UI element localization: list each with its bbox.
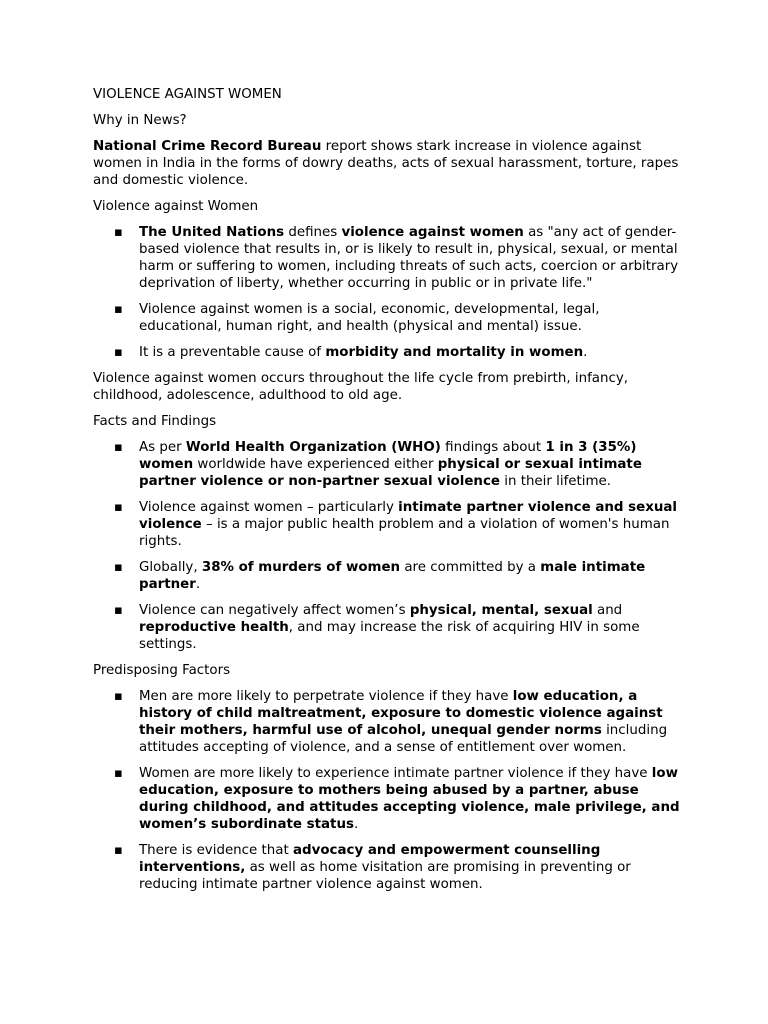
bold-text: morbidity and mortality in women bbox=[325, 345, 584, 360]
list-text: Violence against women – particularly bbox=[139, 500, 399, 515]
list-text: Men are more likely to perpetrate violence if they have bbox=[139, 689, 513, 704]
bold-text: low education, exposure to mothers being abused by a partner, abuse during childhood, and attitudes accepting violence, male privilege, and women’s subordinate status bbox=[139, 766, 680, 832]
list-text: , and may increase the risk of acquiring HIV in some settings. bbox=[139, 620, 640, 652]
bold-text: National Crime Record Bureau bbox=[93, 139, 322, 154]
paragraph-text: report shows stark increase in violence against women in India in the forms of dowry deaths, acts of sexual harassment, torture, rapes and domestic violence. bbox=[93, 139, 679, 188]
list-text: There is evidence that bbox=[139, 843, 293, 858]
list-item bbox=[93, 602, 683, 653]
predisposing-list bbox=[93, 688, 683, 893]
list-text: as well as home visitation are promising in preventing or reducing intimate partner violence against women. bbox=[139, 860, 631, 892]
heading-predisposing-factors: Predisposing Factors bbox=[93, 663, 231, 678]
bold-text: physical or sexual intimate partner violence or non-partner sexual violence bbox=[139, 457, 642, 489]
facts-list bbox=[93, 439, 683, 653]
list-item bbox=[93, 688, 683, 756]
definition-list bbox=[93, 224, 683, 361]
bold-text: 1 in 3 (35%) women bbox=[139, 440, 637, 472]
bold-text: intimate partner violence and sexual violence bbox=[139, 500, 677, 532]
bold-text: male intimate partner bbox=[139, 560, 646, 592]
list-item bbox=[93, 344, 683, 361]
bold-text: 38% of murders of women bbox=[201, 560, 401, 575]
list-text: in their lifetime. bbox=[499, 474, 612, 489]
list-item bbox=[93, 439, 683, 490]
bold-text: physical, mental, sexual bbox=[409, 603, 593, 618]
list-text: . bbox=[195, 577, 201, 592]
list-text: worldwide have experienced either bbox=[193, 457, 438, 472]
list-text: Women are more likely to experience intimate partner violence if they have bbox=[139, 766, 652, 781]
heading-facts-and-findings: Facts and Findings bbox=[93, 414, 217, 429]
list-text: As per bbox=[139, 440, 186, 455]
list-text: . bbox=[583, 345, 588, 360]
list-text: – is a major public health problem and a violation of women's human rights. bbox=[139, 517, 670, 549]
bold-text: World Health Organization (WHO) bbox=[185, 440, 441, 455]
bold-text: reproductive health bbox=[139, 620, 289, 635]
list-text: Globally, bbox=[139, 560, 202, 575]
list-item bbox=[93, 499, 683, 550]
list-item bbox=[93, 765, 683, 833]
bold-text: low education, a history of child maltreatment, exposure to domestic violence against their mothers, harmful use of alcohol, unequal gender norms bbox=[139, 689, 663, 738]
list-text: findings about bbox=[440, 440, 546, 455]
bold-text: violence against women bbox=[341, 225, 524, 240]
list-item bbox=[93, 842, 683, 893]
list-text: . bbox=[353, 817, 359, 832]
document-title: VIOLENCE AGAINST WOMEN bbox=[93, 87, 282, 102]
heading-why-in-news: Why in News? bbox=[93, 113, 187, 128]
list-text: and bbox=[592, 603, 623, 618]
list-text: as "any act of gender-based violence that results in, or is likely to result in, physical, sexual, or mental harm or suffering to women, including threats of such acts, coercion or arbitrary deprivation of liberty, whether occurring in public or in private life." bbox=[139, 225, 679, 291]
news-paragraph bbox=[93, 138, 683, 189]
list-text: including attitudes accepting of violence, and a sense of entitlement over women. bbox=[139, 723, 668, 755]
list-text: defines bbox=[284, 225, 342, 240]
lifecycle-paragraph: Violence against women occurs throughout the life cycle from prebirth, infancy, childhood, adolescence, adulthood to old age. bbox=[93, 371, 629, 403]
list-item bbox=[93, 559, 683, 593]
document-page bbox=[93, 86, 683, 902]
list-text: Violence against women is a social, economic, developmental, legal, educational, human right, and health (physical and mental) issue. bbox=[139, 302, 600, 334]
list-item bbox=[93, 224, 683, 292]
bold-text: advocacy and empowerment counselling interventions, bbox=[139, 843, 601, 875]
list-text: Violence can negatively affect women’s bbox=[139, 603, 410, 618]
list-item bbox=[93, 301, 683, 335]
list-text: It is a preventable cause of bbox=[139, 345, 326, 360]
heading-violence-against-women: Violence against Women bbox=[93, 199, 259, 214]
list-text: are committed by a bbox=[400, 560, 541, 575]
bold-text: The United Nations bbox=[139, 225, 285, 240]
